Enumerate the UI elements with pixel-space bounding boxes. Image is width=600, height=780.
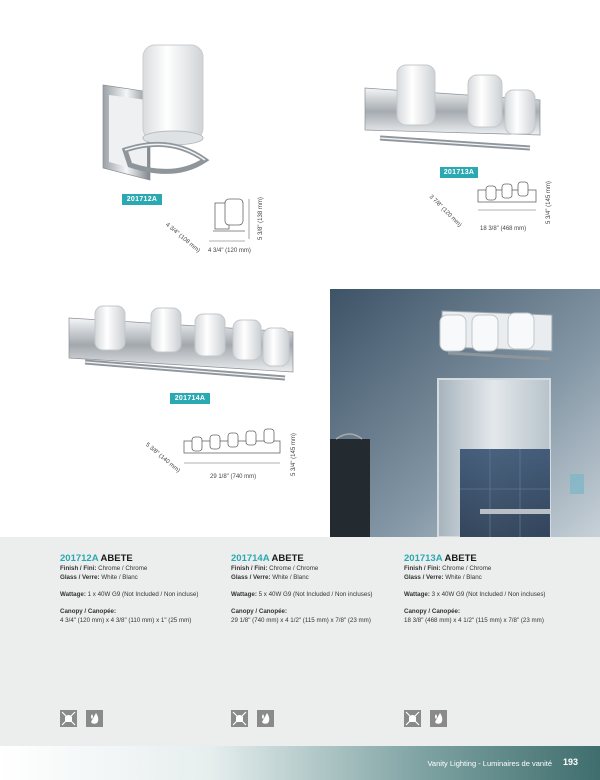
- spec-wattage: Wattage: 1 x 40W G9 (Not Included / Non incluse): [60, 591, 199, 598]
- spec-canopy: 29 1/8" (740 mm) x 4 1/2" (115 mm) x 7/8" (23 mm): [231, 617, 371, 624]
- spec-canopy-label: Canopy / Canopée:: [60, 608, 117, 615]
- spec-column-201712a: [60, 553, 240, 625]
- room-photo: [330, 289, 600, 537]
- spec-glass: Glass / Verre: White / Blanc: [404, 574, 482, 581]
- damp-location-icon: [86, 710, 103, 727]
- spec-finish: Finish / Fini: Chrome / Chrome: [404, 565, 492, 572]
- spec-finish: Finish / Fini: Chrome / Chrome: [60, 565, 148, 572]
- dim-depth-201714a: 5 3/8" (140 mm): [144, 442, 181, 475]
- spec-glass: Glass / Verre: White / Blanc: [60, 574, 138, 581]
- no-dimmer-icon: [60, 710, 77, 727]
- dim-depth-201712a: 4 3/4" (108 mm): [164, 222, 201, 255]
- no-dimmer-icon: [404, 710, 421, 727]
- spec-title: 201714A ABETE: [231, 553, 304, 564]
- dim-width-201714a: 29 1/8" (740 mm): [210, 474, 257, 480]
- spec-title: 201712A ABETE: [60, 553, 133, 564]
- product-image-201712a: [95, 40, 215, 190]
- dim-height-201714a: 5 3/4" (145 mm): [291, 433, 297, 476]
- product-tag-201714a: 201714A: [170, 393, 210, 404]
- dim-depth-201713a: 3 7/8" (120 mm): [427, 194, 463, 229]
- page-number: 193: [562, 757, 578, 767]
- dimension-drawing-201713a: [472, 180, 542, 220]
- spec-column-201714a: [231, 553, 411, 625]
- spec-canopy: 18 3/8" (468 mm) x 4 1/2" (115 mm) x 7/8" (23 mm): [404, 617, 544, 624]
- spec-title: 201713A ABETE: [404, 553, 477, 564]
- damp-location-icon: [430, 710, 447, 727]
- spec-wattage: Wattage: 5 x 40W G9 (Not Included / Non incluses): [231, 591, 373, 598]
- damp-location-icon: [257, 710, 274, 727]
- dim-width-201712a: 4 3/4" (120 mm): [208, 248, 251, 254]
- spec-canopy-label: Canopy / Canopée:: [231, 608, 288, 615]
- dim-height-201713a: 5 3/4" (145 mm): [546, 181, 552, 224]
- product-image-201713a: [355, 60, 555, 160]
- product-tag-201713a: 201713A: [440, 167, 478, 178]
- no-dimmer-icon: [231, 710, 248, 727]
- spec-wattage: Wattage: 3 x 40W G9 (Not Included / Non incluses): [404, 591, 546, 598]
- spec-glass: Glass / Verre: White / Blanc: [231, 574, 309, 581]
- spec-canopy: 4 3/4" (120 mm) x 4 3/8" (110 mm) x 1" (25 mm): [60, 617, 192, 624]
- spec-finish: Finish / Fini: Chrome / Chrome: [231, 565, 319, 572]
- dimension-drawing-201712a: [205, 195, 255, 245]
- dimension-drawing-201714a: [180, 425, 290, 470]
- dim-width-201713a: 18 3/8" (468 mm): [480, 226, 527, 232]
- spec-canopy-label: Canopy / Canopée:: [404, 608, 461, 615]
- product-image-201714a: [65, 300, 300, 390]
- footer-title: Vanity Lighting - Luminaires de vanité: [427, 759, 552, 768]
- spec-column-201713a: [404, 553, 584, 625]
- dim-height-201712a: 5 3/8" (138 mm): [258, 197, 264, 240]
- product-tag-201712a: 201712A: [122, 194, 162, 205]
